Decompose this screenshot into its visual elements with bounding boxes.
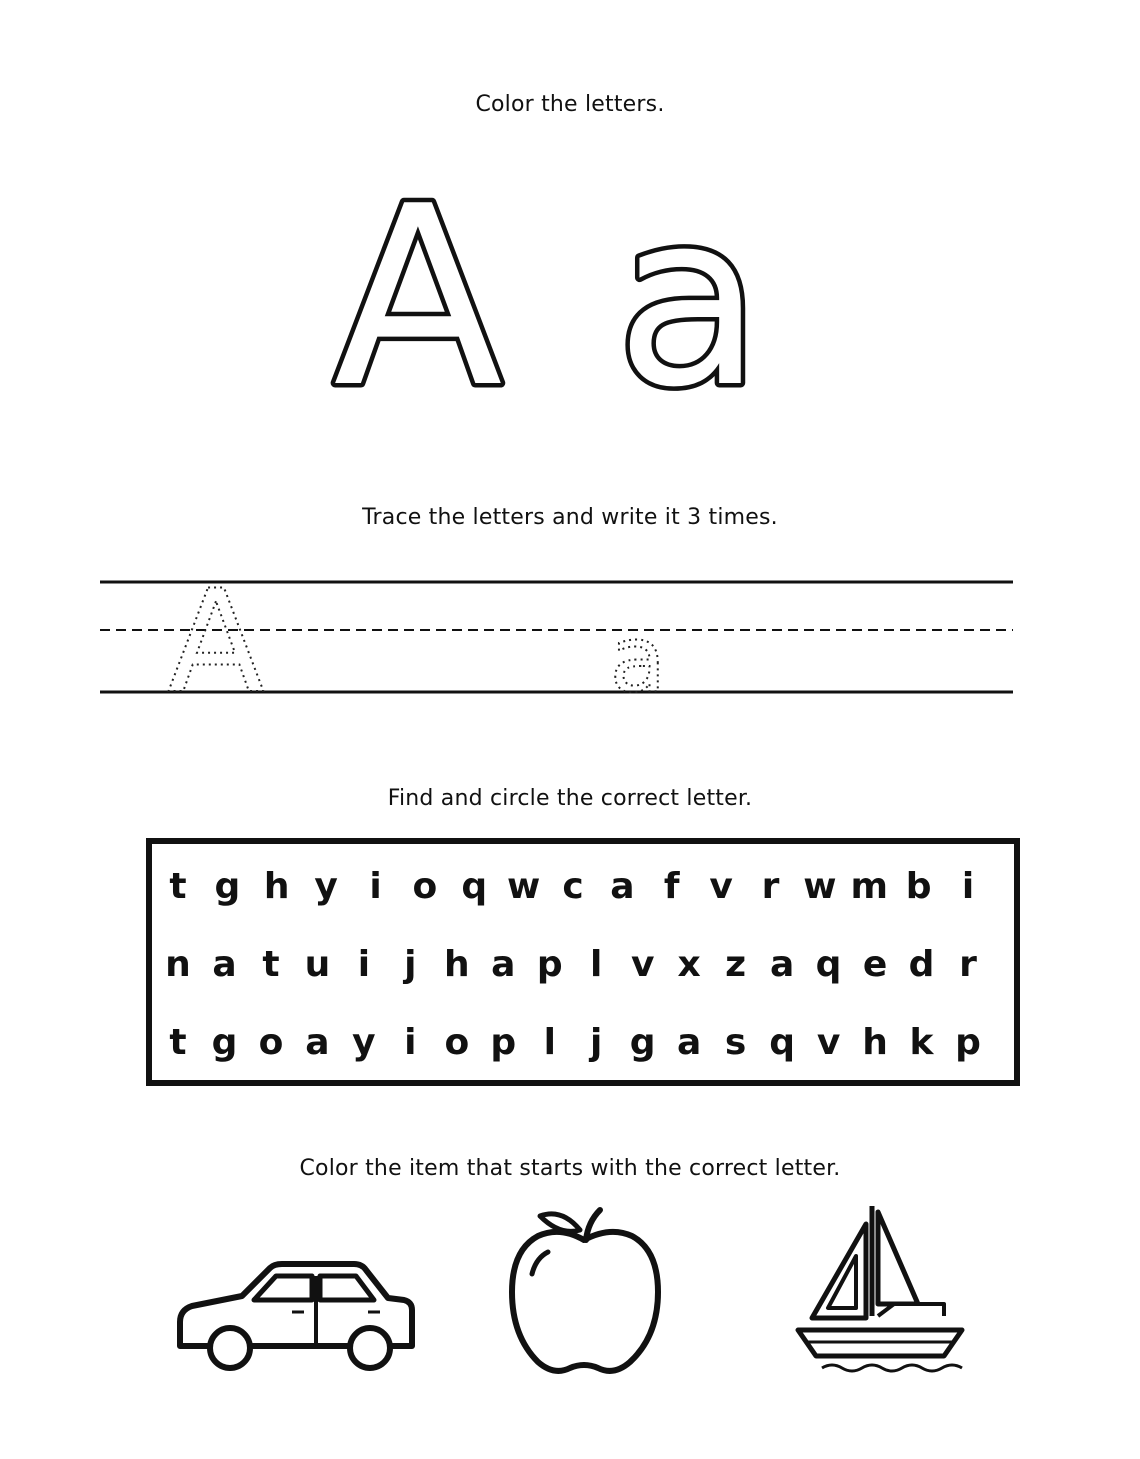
search-letter[interactable]: i [961, 866, 975, 907]
search-letter[interactable]: y [314, 866, 338, 907]
search-letter[interactable]: a [610, 866, 635, 907]
search-letter[interactable]: r [959, 944, 977, 985]
search-letter[interactable]: t [262, 944, 280, 985]
search-letter[interactable]: a [305, 1022, 330, 1063]
outline-lowercase-a[interactable]: a [615, 160, 763, 440]
search-letter[interactable]: b [905, 866, 932, 907]
search-letter[interactable]: c [562, 866, 584, 907]
trace-instruction: Trace the letters and write it 3 times. [362, 505, 778, 530]
search-letter[interactable]: v [709, 866, 733, 907]
apple-icon[interactable] [508, 1206, 662, 1380]
car-icon[interactable] [172, 1262, 416, 1376]
search-letter[interactable]: s [724, 1022, 747, 1063]
search-letter[interactable]: u [304, 944, 331, 985]
search-letter[interactable]: w [506, 866, 541, 907]
search-letter[interactable]: m [850, 866, 888, 907]
search-letter[interactable]: j [404, 944, 417, 985]
search-letter[interactable]: v [816, 1022, 841, 1063]
search-letter[interactable]: i [369, 866, 382, 907]
color-item-instruction: Color the item that starts with the correct letter. [299, 1156, 841, 1181]
search-letter[interactable]: r [761, 866, 780, 907]
search-letter[interactable]: a [491, 944, 516, 985]
search-letter[interactable]: i [404, 1022, 417, 1063]
search-letter[interactable]: a [677, 1022, 702, 1063]
outline-uppercase-a[interactable]: A [333, 154, 503, 440]
search-letter[interactable]: t [169, 1022, 187, 1063]
search-letter[interactable]: h [862, 1022, 888, 1063]
search-letter[interactable]: d [908, 944, 935, 985]
letter-row-1 [156, 866, 990, 907]
search-letter[interactable]: o [258, 1022, 284, 1063]
sailboat-icon[interactable] [794, 1204, 966, 1384]
search-letter[interactable]: j [590, 1022, 603, 1063]
handwriting-lines[interactable] [0, 560, 1140, 710]
search-letter[interactable]: o [444, 1022, 470, 1063]
find-instruction: Find and circle the correct letter. [387, 786, 753, 811]
search-letter[interactable]: g [211, 1022, 238, 1063]
search-letter[interactable]: p [955, 1022, 981, 1063]
search-letter[interactable]: t [169, 866, 187, 907]
letter-row-3 [156, 1022, 990, 1063]
search-letter[interactable]: p [490, 1022, 517, 1063]
search-letter[interactable]: h [263, 866, 290, 907]
search-letter[interactable]: n [165, 944, 191, 985]
search-letter[interactable]: l [590, 944, 603, 985]
search-letter[interactable]: x [677, 944, 701, 985]
search-letter[interactable]: e [862, 944, 888, 985]
search-letter[interactable]: g [629, 1022, 656, 1063]
search-letter[interactable]: f [663, 866, 680, 907]
search-letter[interactable]: a [769, 944, 795, 985]
search-letter[interactable]: q [769, 1022, 795, 1063]
search-letter[interactable]: l [543, 1022, 556, 1063]
search-letter[interactable]: k [909, 1022, 934, 1063]
search-letter[interactable]: i [357, 944, 371, 985]
search-letter[interactable]: v [630, 944, 655, 985]
search-letter[interactable]: q [815, 944, 842, 985]
letter-row-2 [156, 944, 990, 985]
big-letters [0, 0, 1140, 440]
search-letter[interactable]: z [725, 944, 747, 985]
color-letters-instruction: Color the letters. [475, 92, 665, 117]
search-letter[interactable]: a [212, 944, 237, 985]
search-letter[interactable]: w [803, 866, 837, 907]
search-letter[interactable]: h [443, 944, 470, 985]
search-letter[interactable]: p [536, 944, 563, 985]
search-letter[interactable]: g [214, 866, 241, 907]
trace-lowercase-a: a [609, 606, 667, 710]
search-letter[interactable]: y [352, 1022, 376, 1063]
search-letter[interactable]: q [461, 866, 488, 907]
trace-uppercase-a: A [167, 560, 265, 710]
search-letter[interactable]: o [412, 866, 438, 907]
